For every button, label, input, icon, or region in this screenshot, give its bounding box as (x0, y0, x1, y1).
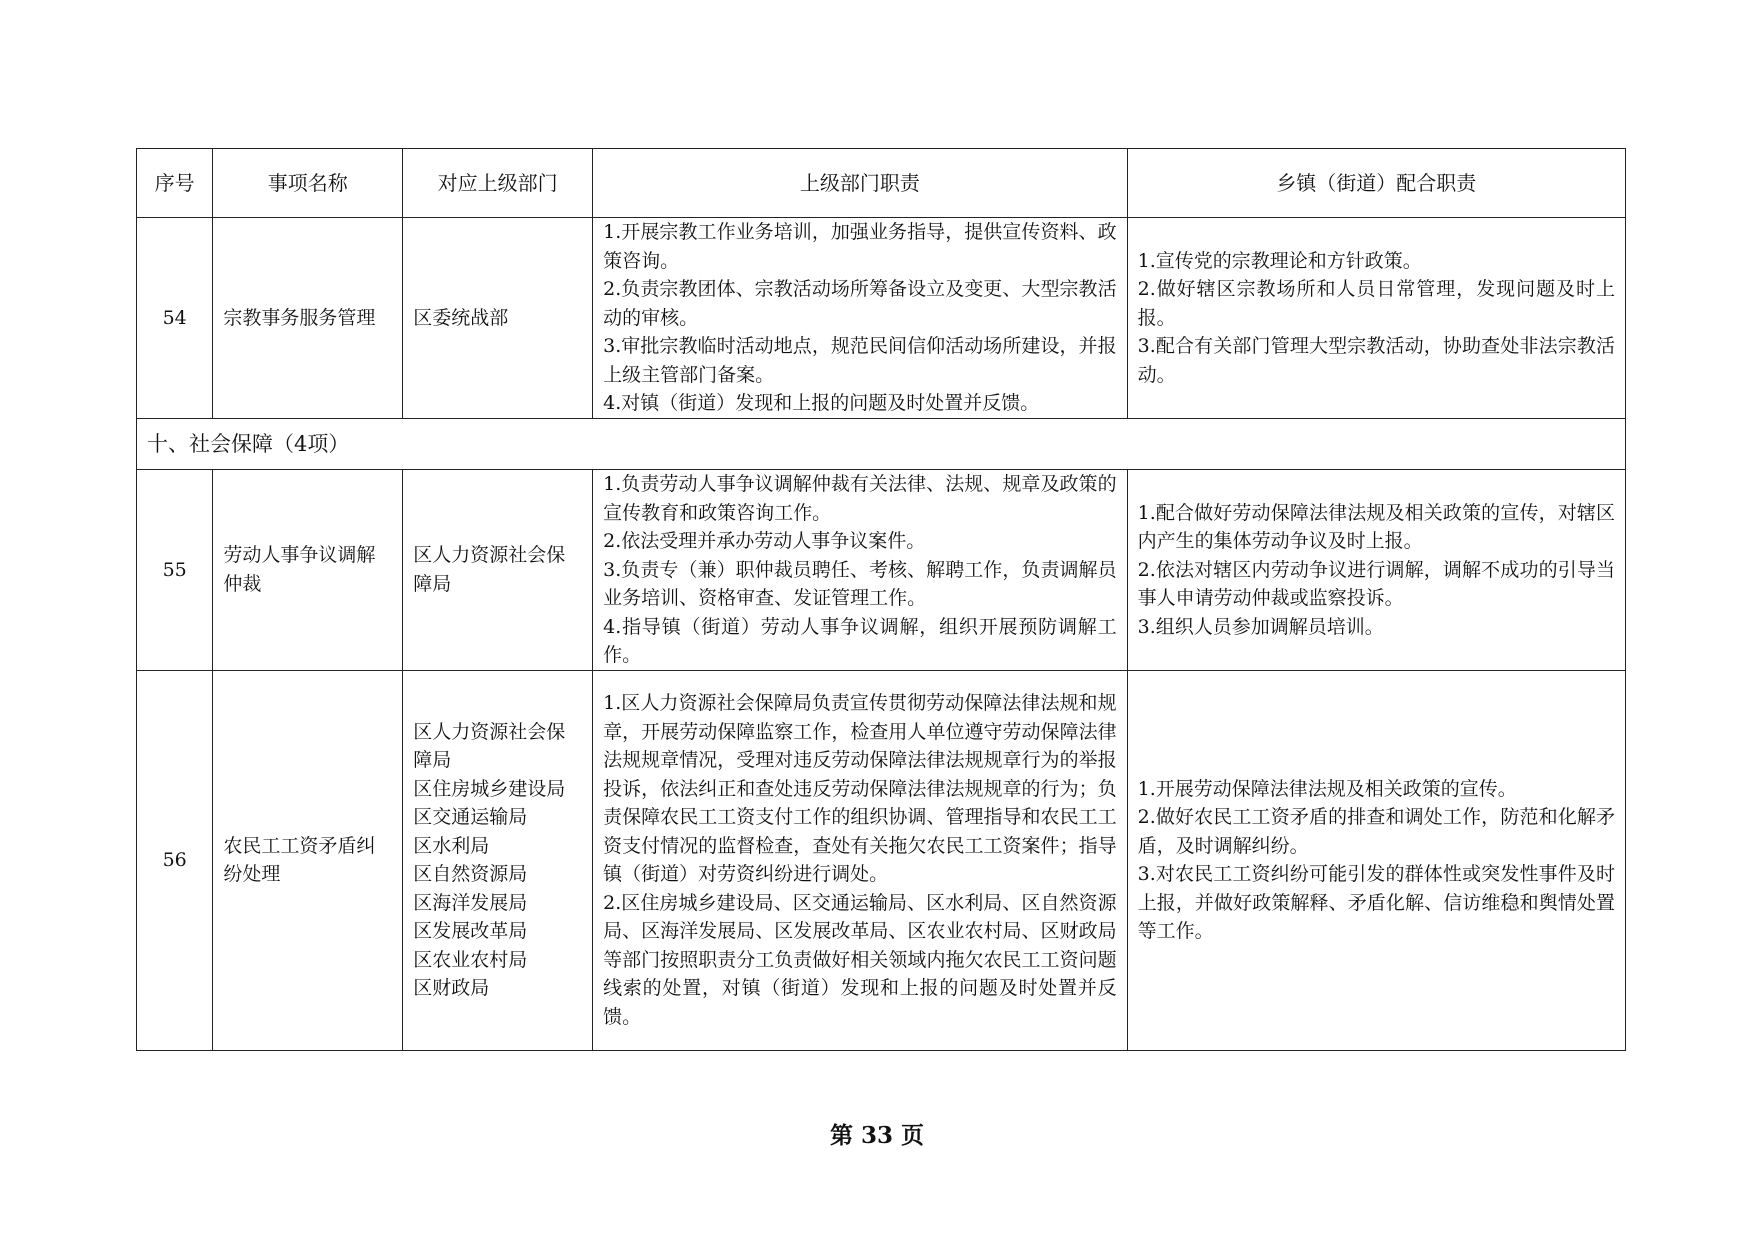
department-cell (403, 470, 593, 671)
coop-item: 3.配合有关部门管理大型宗教活动，协助查处非法宗教活动。 (1137, 335, 1615, 386)
header-department: 对应上级部门 (403, 149, 593, 218)
town-duty-cell (1127, 470, 1625, 671)
coop-item: 1.开展劳动保障法律法规及相关政策的宣传。 (1137, 777, 1517, 800)
town-duty-cell (1127, 670, 1625, 1050)
duty-item: 4.指导镇（街道）劳动人事争议调解，组织开展预防调解工作。 (603, 615, 1117, 666)
header-no: 序号 (137, 149, 213, 218)
coop-item: 1.配合做好劳动保障法律法规及相关政策的宣传，对辖区内产生的集体劳动争议及时上报。 (1137, 501, 1615, 552)
section-row (137, 419, 1626, 470)
table-row (137, 218, 1626, 419)
department-name: 区人力资源社会保障局 (413, 544, 566, 595)
duty-item: 1.区人力资源社会保障局负责宣传贯彻劳动保障法律法规和规章，开展劳动保障监察工作，检查用人单位遵守劳动保障法律法规规章情况，受理对违反劳动保障法律法规规章行为的举报投诉，依法纠正和查处违反劳动保障法律法规规章的行为；负责保障农民工工资支付工作的组织协调、管理指导和农民工工资支付情况的监督检查，查处有关拖欠农民工工资案件；指导镇（街道）对劳资纠纷进行调处。 (603, 692, 1117, 885)
duty-item: 2.依法受理并承办劳动人事争议案件。 (603, 530, 926, 552)
department-name: 区人力资源社会保障局 (413, 720, 566, 771)
department-cell (403, 218, 593, 419)
item-name: 农民工工资矛盾纠纷处理 (213, 670, 403, 1050)
coop-item: 3.组织人员参加调解员培训。 (1137, 615, 1384, 638)
upper-duty-cell (593, 670, 1128, 1050)
coop-item: 1.宣传党的宗教理论和方针政策。 (1137, 249, 1422, 272)
table-row (137, 470, 1626, 671)
department-name: 区委统战部 (413, 306, 509, 329)
department-name: 区水利局 (413, 834, 490, 857)
coop-item: 3.对农民工工资纠纷可能引发的群体性或突发性事件及时上报，并做好政策解释、矛盾化解、信访维稳和舆情处置等工作。 (1137, 863, 1615, 942)
header-town-duty: 乡镇（街道）配合职责 (1127, 149, 1625, 218)
department-name: 区住房城乡建设局 (413, 777, 566, 800)
duty-item: 1.开展宗教工作业务培训，加强业务指导，提供宣传资料、政策咨询。 (603, 221, 1117, 272)
section-count: （4项） (273, 431, 350, 456)
header-upper-duty: 上级部门职责 (593, 149, 1128, 218)
row-number: 55 (137, 470, 213, 671)
duty-item: 3.审批宗教临时活动地点，规范民间信仰活动场所建设，并报上级主管部门备案。 (603, 335, 1117, 386)
header-item-name: 事项名称 (213, 149, 403, 218)
upper-duty-cell (593, 218, 1128, 419)
duty-item: 1.负责劳动人事争议调解仲裁有关法律、法规、规章及政策的宣传教育和政策咨询工作。 (603, 473, 1117, 524)
upper-duty-cell (593, 470, 1128, 671)
page-number: 第 33 页 (829, 1122, 925, 1149)
duty-item: 3.负责专（兼）职仲裁员聘任、考核、解聘工作，负责调解员业务培训、资格审查、发证管理工作。 (603, 558, 1117, 609)
department-name: 区发展改革局 (413, 920, 528, 942)
item-name: 宗教事务服务管理 (213, 218, 403, 419)
department-name: 区农业农村局 (413, 948, 528, 971)
coop-item: 2.做好农民工工资矛盾的排查和调处工作，防范和化解矛盾，及时调解纠纷。 (1137, 806, 1615, 857)
department-name: 区财政局 (413, 977, 490, 999)
department-name: 区交通运输局 (413, 806, 528, 828)
department-name: 区自然资源局 (413, 863, 528, 885)
duty-table (136, 148, 1626, 1051)
header-row (137, 149, 1626, 218)
duty-item: 2.区住房城乡建设局、区交通运输局、区水利局、区自然资源局、区海洋发展局、区发展改革局、区农业农村局、区财政局等部门按照职责分工负责做好相关领域内拖欠农民工工资问题线索的处置，对镇（街道）发现和上报的问题及时处置并反馈。 (603, 891, 1117, 1028)
table-row (137, 670, 1626, 1050)
duty-item: 4.对镇（街道）发现和上报的问题及时处置并反馈。 (603, 392, 1040, 415)
section-title (137, 419, 1626, 470)
duty-item: 2.负责宗教团体、宗教活动场所筹备设立及变更、大型宗教活动的审核。 (603, 278, 1117, 329)
department-name: 区海洋发展局 (413, 891, 528, 914)
item-name: 劳动人事争议调解仲裁 (213, 470, 403, 671)
row-number: 56 (137, 670, 213, 1050)
coop-item: 2.依法对辖区内劳动争议进行调解，调解不成功的引导当事人申请劳动仲裁或监察投诉。 (1137, 558, 1615, 609)
department-cell (403, 670, 593, 1050)
row-number: 54 (137, 218, 213, 419)
town-duty-cell (1127, 218, 1625, 419)
coop-item: 2.做好辖区宗教场所和人员日常管理，发现问题及时上报。 (1137, 278, 1615, 329)
section-title-text: 十、社会保障 (147, 431, 273, 456)
